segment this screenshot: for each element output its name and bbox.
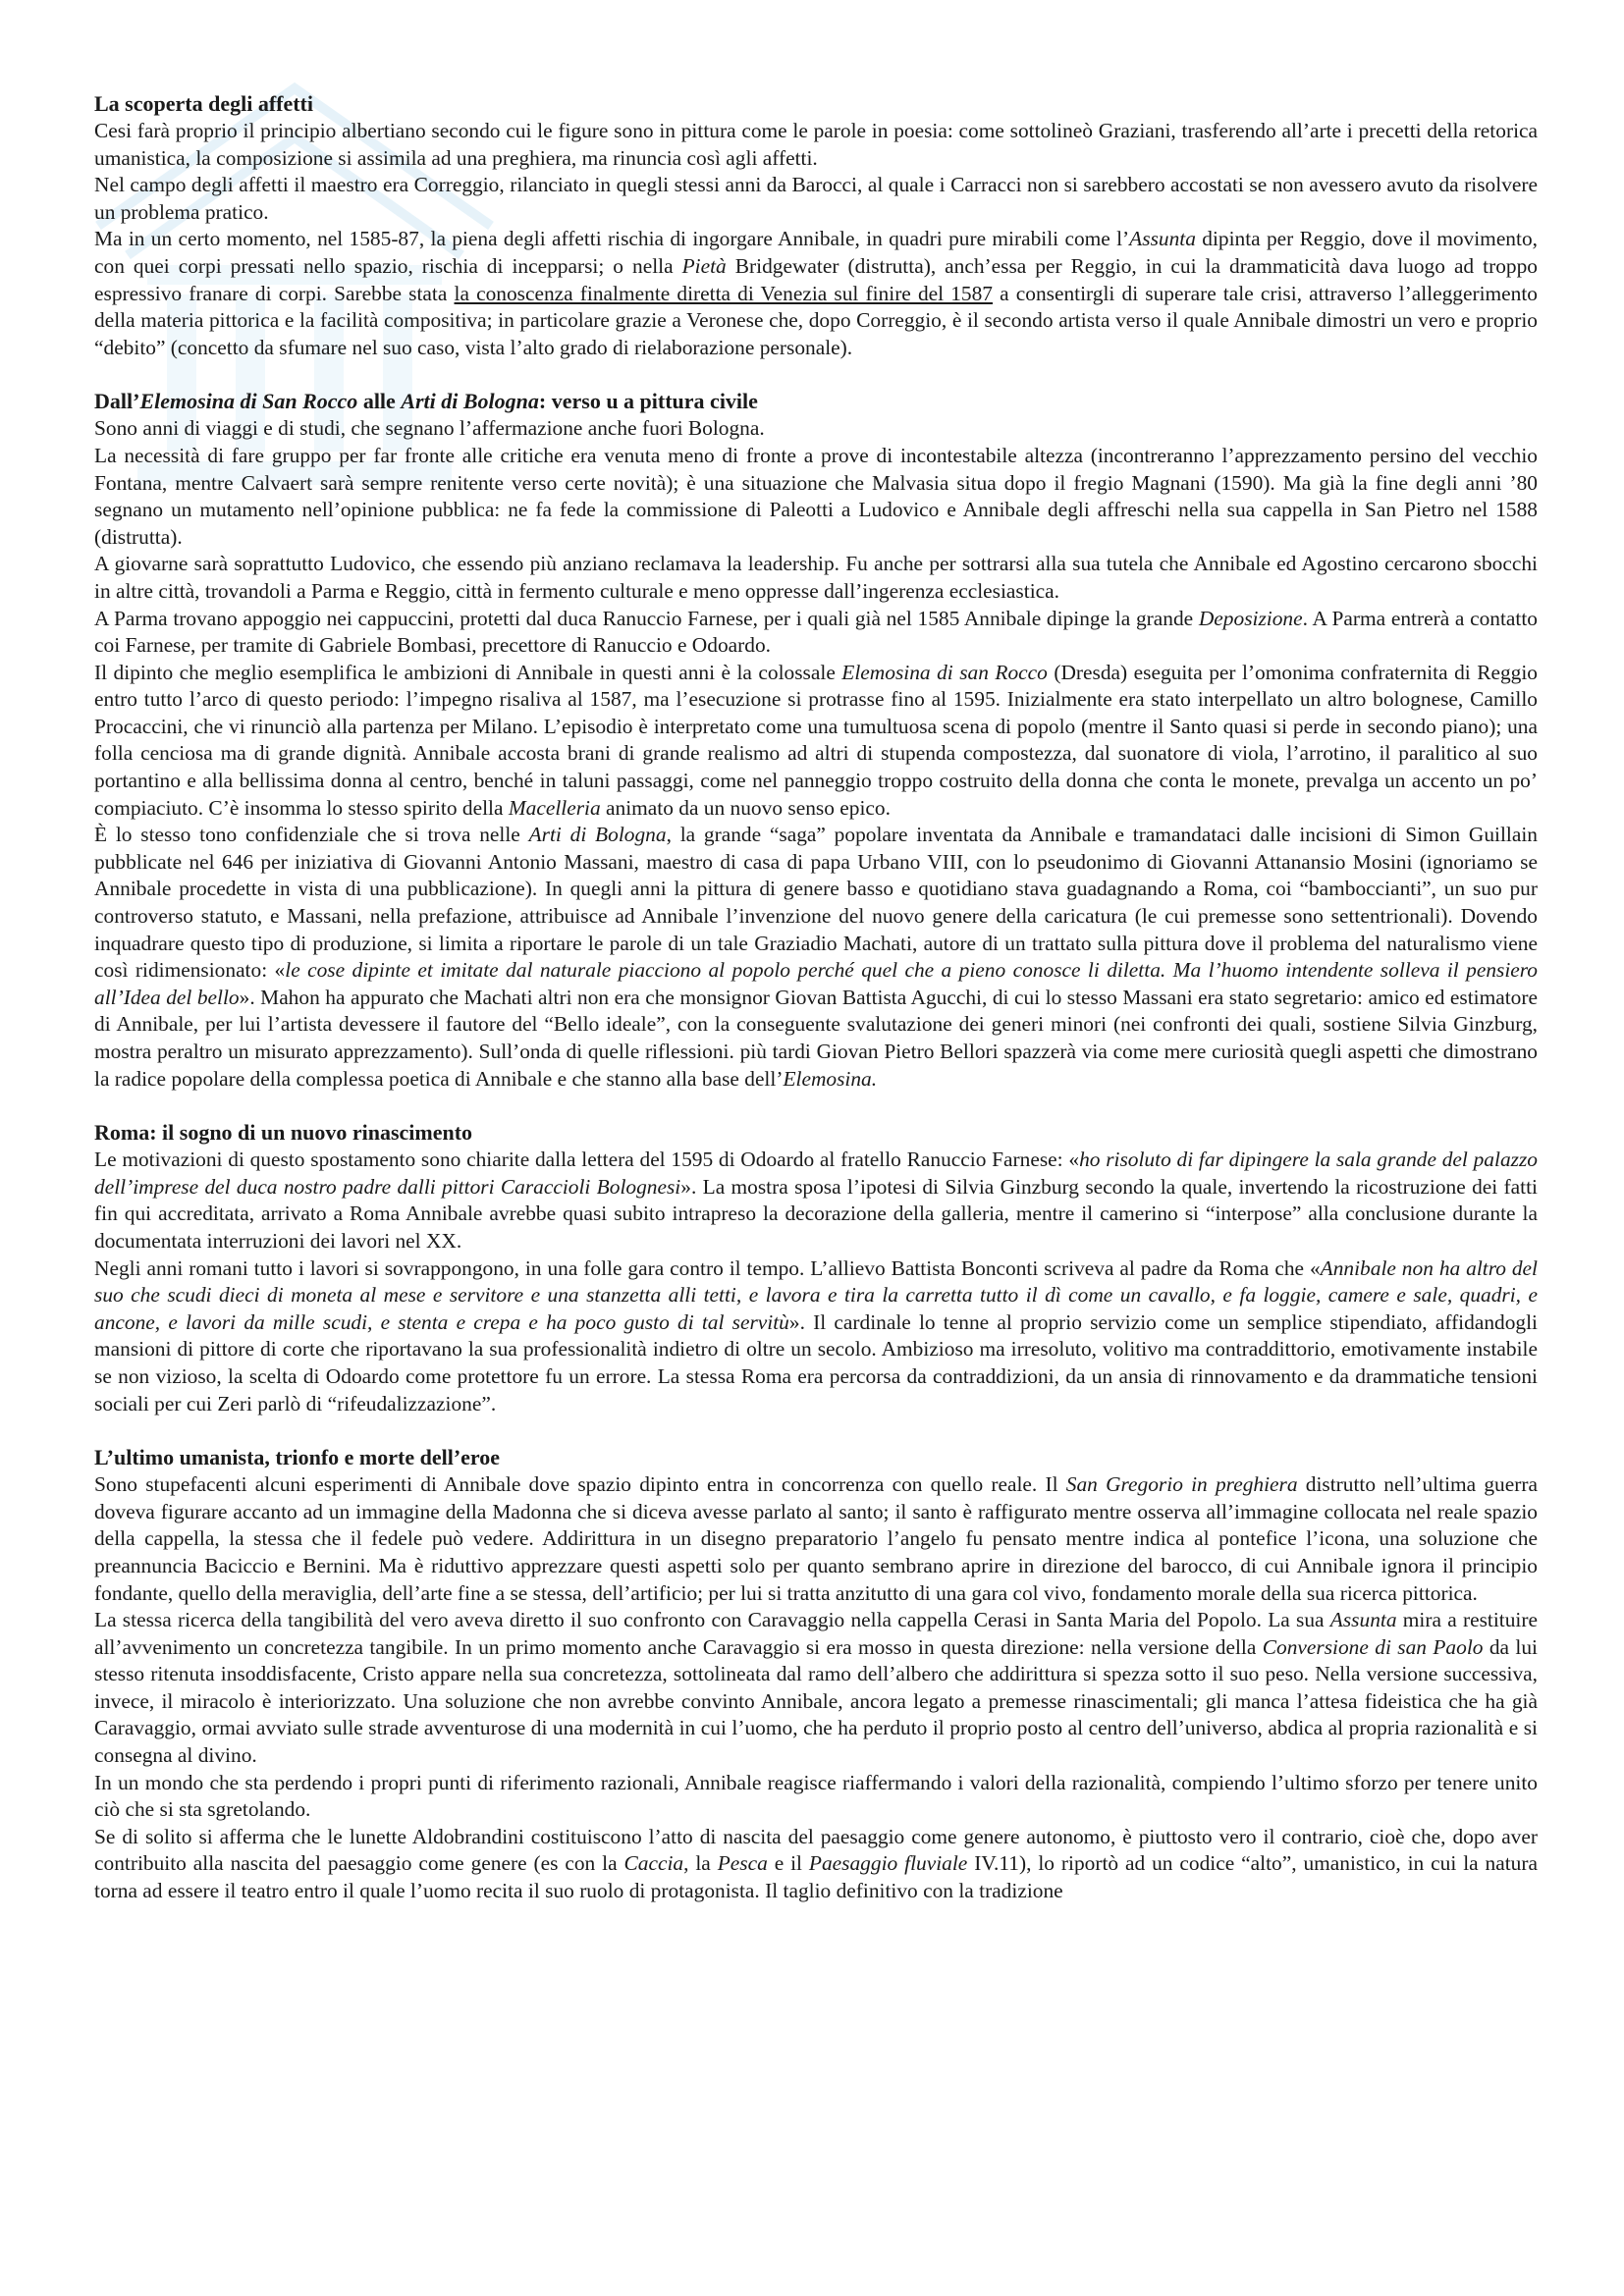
text-run: A giovarne sarà soprattutto Ludovico, che essendo più anziano reclamava la leadership. Fu anche per sottrarsi alla sua tutela che Annibale ed Agostino cercarono sbocchi in altre città, trovandoli a Parma e Reggio, città in fermento culturale e meno oppresse dall’ingerenza ecclesiastica. xyxy=(94,552,1538,603)
paragraph xyxy=(94,822,1538,1093)
italic-run: Arti di Bologna xyxy=(528,823,667,847)
italic-run: Elemosina. xyxy=(783,1066,878,1091)
text-run: Negli anni romani tutto i lavori si sovrappongono, in una folle gara contro il tempo. L’allievo Battista Bonconti scriveva al padre da Roma che « xyxy=(94,1255,1321,1280)
text-run: animato da un nuovo senso epico. xyxy=(600,795,891,820)
italic-run: Pietà xyxy=(681,253,727,278)
italic-run: Elemosina di san Rocco xyxy=(841,660,1048,684)
text-run: Sono anni di viaggi e di studi, che segnano l’affermazione anche fuori Bologna. xyxy=(94,416,765,441)
paragraph xyxy=(94,1824,1538,1905)
italic-run: Paesaggio fluviale xyxy=(808,1851,968,1876)
section xyxy=(94,1119,1538,1417)
italic-run: Macelleria xyxy=(508,795,601,820)
italic-run: San Gregorio in preghiera xyxy=(1065,1472,1298,1497)
text-run: La necessità di fare gruppo per far fronte alle critiche era venuta meno di fronte a prove di incontestabile altezza (incontreranno l’apprezzamento persino del vecchio Fontana, mentre Calvaert sarà sempre renitente verso certe novità); è una situazione che Malvasia situa dopo il fregio Magnani (1590). Ma già la fine degli anni ’80 segnano un mutamento nell’opinione pubblica: ne fa fede la commissione di Paleotti a Ludovico e Annibale degli affreschi nella sua cappella in San Pietro nel 1588 (distrutta). xyxy=(94,443,1538,549)
paragraph xyxy=(94,1471,1538,1607)
text-run: ». La mostra sposa l’ipotesi di Silvia Ginzburg secondo la quale, invertendo la ricostruzione dei fatti fin qui accreditata, arrivato a Roma Annibale avrebbe quasi subito intrapreso la decorazione della galleria, mentre il camerino si “interpose” alla conclusione durante la documentata interruzioni dei lavori nel XX. xyxy=(94,1174,1538,1253)
text-run: : verso u a pittura civile xyxy=(538,389,758,414)
text-run: ». Il cardinale lo tenne al proprio servizio come un semplice stipendiato, affidandogli mansioni di pittore di corte che riportavano la sua professionalità indietro di oltre un secolo. Ambizioso ma irresoluto, volitivo ma contraddittorio, emotivamente instabile se non vizioso, la scelta di Odoardo come protettore fu un errore. La stessa Roma era percorsa da contraddizioni, da un ansia di rinnovamento e da drammatiche tensioni sociali per cui Zeri parlò di “rifeudalizzazione”. xyxy=(94,1309,1538,1415)
document-page xyxy=(94,90,1538,1932)
text-run: , la grande “saga” popolare inventata da Annibale e tramandataci dalle incisioni di Simon Guillain pubblicate nel 646 per iniziativa di Giovanni Antonio Massani, maestro di casa di papa Urbano VIII, con lo pseudonimo di Giovanni Attanansio Mosini (ignoriamo se Annibale procedette in vista di una pubblicazione). In quegli anni la pittura di genere basso e quotidiano stava guadagnando a Roma, coi “bamboccianti”, un suo pur controverso statuto, e Massani, nella prefazione, attribuisce ad Annibale l’invenzione del nuovo genere della caricatura (le cui premesse sono settentrionali). Dovendo inquadrare questo tipo di produzione, si limita a riportare le parole di un tale Graziadio Machati, autore di un trattato sulla pittura dove il problema del naturalismo viene così ridimensionato: « xyxy=(94,823,1538,983)
text-run: (Dresda) eseguita per l’omonima confraternita di Reggio entro tutto l’arco di questo periodo: l’impegno risaliva al 1587, ma l’esecuzione si protrasse fino al 1595. Inizialmente era stato interpellato un altro bolognese, Camillo Procaccini, che vi rinunciò alla partenza per Milano. L’episodio è interpretato come una tumultuosa scena di popolo (mentre il Santo quasi si perde in secondo piano); una folla cenciosa ma di grande dignità. Annibale accosta brani di grande realismo ad altri di stupenda compostezza, dal suonatore di viola, l’arrotino, il paralitico al suo portantino e alla bellissima donna al centro, benché in taluni passaggi, come nel panneggio troppo costruito della donna che conta le monete, prevalga un accento un po’ compiaciuto. C’è insomma lo stesso spirito della xyxy=(94,660,1538,820)
italic-run: Arti di Bologna xyxy=(401,389,539,414)
text-run: Dall’ xyxy=(94,389,140,414)
text-run: È lo stesso tono confidenziale che si trova nelle xyxy=(94,823,529,847)
text-run: Bridgewater (distrutta), anch’essa per Reggio, in cui la drammaticità dava luogo ad troppo espressivo franare di corpi. Sarebbe stata xyxy=(94,253,1538,305)
text-run: Nel campo degli affetti il maestro era Correggio, rilanciato in quegli stessi anni da Barocci, al quale i Carracci non si sarebbero accostati se non avessero avuto da risolvere un problema pratico. xyxy=(94,173,1538,224)
paragraph xyxy=(94,660,1538,823)
paragraph xyxy=(94,443,1538,551)
section-heading: L’ultimo umanista, trionfo e morte dell’eroe xyxy=(94,1445,501,1470)
text-run: dipinta per Reggio, dove il movimento, con quei corpi pressati nello spazio, rischia di incepparsi; o nella xyxy=(94,227,1538,278)
italic-run: Pesca xyxy=(717,1851,768,1876)
section-heading: La scoperta degli affetti xyxy=(94,91,313,116)
text-run: In un mondo che sta perdendo i propri punti di riferimento razionali, Annibale reagisce riaffermando i valori della razionalità, compiendo l’ultimo sforzo per tenere unito ciò che si sta sgretolando. xyxy=(94,1770,1538,1822)
section xyxy=(94,1444,1538,1905)
text-run: A Parma trovano appoggio nei cappuccini, protetti dal duca Ranuccio Farnese, per i quali già nel 1585 Annibale dipinge la grande xyxy=(94,606,1199,630)
italic-run: ho risoluto di far dipingere la sala grande del palazzo dell’imprese del duca nostro padre dalli pittori Caraccioli Bolognesi xyxy=(94,1148,1538,1199)
text-run: Sono stupefacenti alcuni esperimenti di Annibale dove spazio dipinto entra in concorrenza con quello reale. Il xyxy=(94,1472,1066,1497)
text-run: , la xyxy=(683,1851,718,1876)
paragraph xyxy=(94,172,1538,226)
text-run: ». Mahon ha appurato che Machati altri non era che monsignor Giovan Battista Agucchi, di cui lo stesso Massani era stato segretario: amico ed estimatore di Annibale, per lui l’artista devessere il fautore del “Bello ideale”, con la conseguente svalutazione dei generi minori (nei confronti dei quali, sostiene Silvia Ginzburg, mostra peraltro un misurato apprezzamento). Sull’onda di quelle riflessioni. più tardi Giovan Pietro Bellori spazzerà via come mere curiosità quegli aspetti che dimostrano la radice popolare della complessa poetica di Annibale e che stanno alla base dell’ xyxy=(94,985,1538,1091)
text-run: alle xyxy=(357,389,402,414)
paragraph xyxy=(94,1147,1538,1255)
paragraph xyxy=(94,551,1538,605)
italic-run: Conversione di san Paolo xyxy=(1262,1634,1484,1659)
text-run: Cesi farà proprio il principio albertiano secondo cui le figure sono in pittura come le parole in poesia: come sottolineò Graziani, trasferendo all’arte i precetti della retorica umanistica, la composizione si assimila ad una preghiera, ma rinuncia così agli affetti. xyxy=(94,119,1538,170)
text-run: da lui stesso ritenuta insoddisfacente, Cristo appare nella sua concretezza, sottolineata dal ramo dell’albero che addirittura si spezza sotto il suo peso. Nella versione successiva, invece, il miracolo è interiorizzato. Una soluzione che non avrebbe convinto Annibale, ancora legato a premesse rinascimentali; gli manca l’attesa fideistica che ha già Caravaggio, ormai avviato sulle strade avventurose di una modernità in cui l’uomo, che ha perduto il proprio posto al centro dell’universo, abdica al propria razionalità e si consegna al divino. xyxy=(94,1634,1538,1768)
italic-run: Assunta xyxy=(1129,227,1196,251)
text-run: e il xyxy=(767,1851,809,1876)
section xyxy=(94,90,1538,361)
paragraph xyxy=(94,1607,1538,1770)
italic-run: Assunta xyxy=(1329,1608,1397,1632)
paragraph xyxy=(94,1770,1538,1824)
text-run: Le motivazioni di questo spostamento sono chiarite dalla lettera del 1595 di Odoardo al fratello Ranuccio Farnese: « xyxy=(94,1148,1080,1172)
text-run: Se di solito si afferma che le lunette Aldobrandini costituiscono l’atto di nascita del paesaggio come genere autonomo, è piuttosto vero il contrario, cioè che, dopo aver contribuito alla nascita del paesaggio come genere (es con la xyxy=(94,1824,1538,1876)
paragraph xyxy=(94,1255,1538,1418)
paragraph xyxy=(94,226,1538,361)
text-run: La stessa ricerca della tangibilità del vero aveva diretto il suo confronto con Caravaggio nella cappella Cerasi in Santa Maria del Popolo. La sua xyxy=(94,1608,1330,1632)
text-run: Ma in un certo momento, nel 1585-87, la piena degli affetti rischia di ingorgare Annibale, in quadri pure mirabili come l’ xyxy=(94,227,1130,251)
text-run: a consentirgli di superare tale crisi, attraverso l’alleggerimento della materia pittorica e la facilità compositiva; in particolare grazie a Veronese che, dopo Correggio, è il secondo artista verso il quale Annibale dimostri un vero e proprio “debito” (concetto da sfumare nel suo caso, vista l’alto grado di rielaborazione personale). xyxy=(94,281,1539,359)
section xyxy=(94,388,1538,1093)
paragraph xyxy=(94,415,1538,443)
section-heading xyxy=(94,388,1538,415)
italic-run: Deposizione xyxy=(1198,606,1303,630)
text-run: IV.11), lo riportò ad un codice “alto”, umanistico, in cui la natura torna ad essere il teatro entro il quale l’uomo recita il suo ruolo di protagonista. Il taglio definitivo con la tradizione xyxy=(94,1851,1538,1903)
section-heading: Roma: il sogno di un nuovo rinascimento xyxy=(94,1120,473,1146)
underlined-run: la conoscenza finalmente diretta di Venezia sul finire del 1587 xyxy=(454,281,993,305)
text-run: mira a restituire all’avvenimento un concretezza tangibile. In un primo momento anche Caravaggio si era mosso in questa direzione: nella versione della xyxy=(94,1608,1538,1659)
text-run: . A Parma entrerà a contatto coi Farnese, per tramite di Gabriele Bombasi, precettore di Ranuccio e Odoardo. xyxy=(94,606,1538,658)
text-run: distrutto nell’ultima guerra doveva figurare accanto ad un immagine della Madonna che si diceva avesse parlato al santo; il santo è raffigurato mentre osserva all’immagine collocata nel reale spazio della cappella, la stessa che il fedele può vedere. Addirittura in un disegno preparatorio l’angelo fu pensato mentre indica al pontefice l’icona, una soluzione che preannuncia Baciccio e Bernini. Ma è riduttivo apprezzare questi aspetti solo per quanto sembrano aprire in direzione del barocco, di cui Annibale ignora il principio fondante, quello della meraviglia, dell’arte fine a se stessa, dell’artificio; per lui si tratta anzitutto di una gara col vivo, fondamento morale della sua ricerca pittorica. xyxy=(94,1472,1538,1605)
italic-run: Caccia xyxy=(623,1851,684,1876)
italic-run: Annibale non ha altro del suo che scudi dieci di moneta al mese e servitore e una stanzetta alli tetti, e lavora e tira la carretta tutto il dì come un cavallo, e fa loggie, camere e sale, quadri, e ancone, e lavori da mille scudi, e stenta e crepa e ha poco gusto di tal servitù xyxy=(94,1255,1538,1334)
paragraph xyxy=(94,118,1538,172)
text-run: Il dipinto che meglio esemplifica le ambizioni di Annibale in questi anni è la colossale xyxy=(94,660,842,684)
italic-run: le cose dipinte et imitate dal naturale piacciono al popolo perché quel che a pieno conosce li diletta. Ma l’huomo intendente solleva il pensiero all’Idea del bello xyxy=(94,958,1538,1009)
paragraph xyxy=(94,606,1538,660)
italic-run: Elemosina di San Rocco xyxy=(139,389,358,414)
